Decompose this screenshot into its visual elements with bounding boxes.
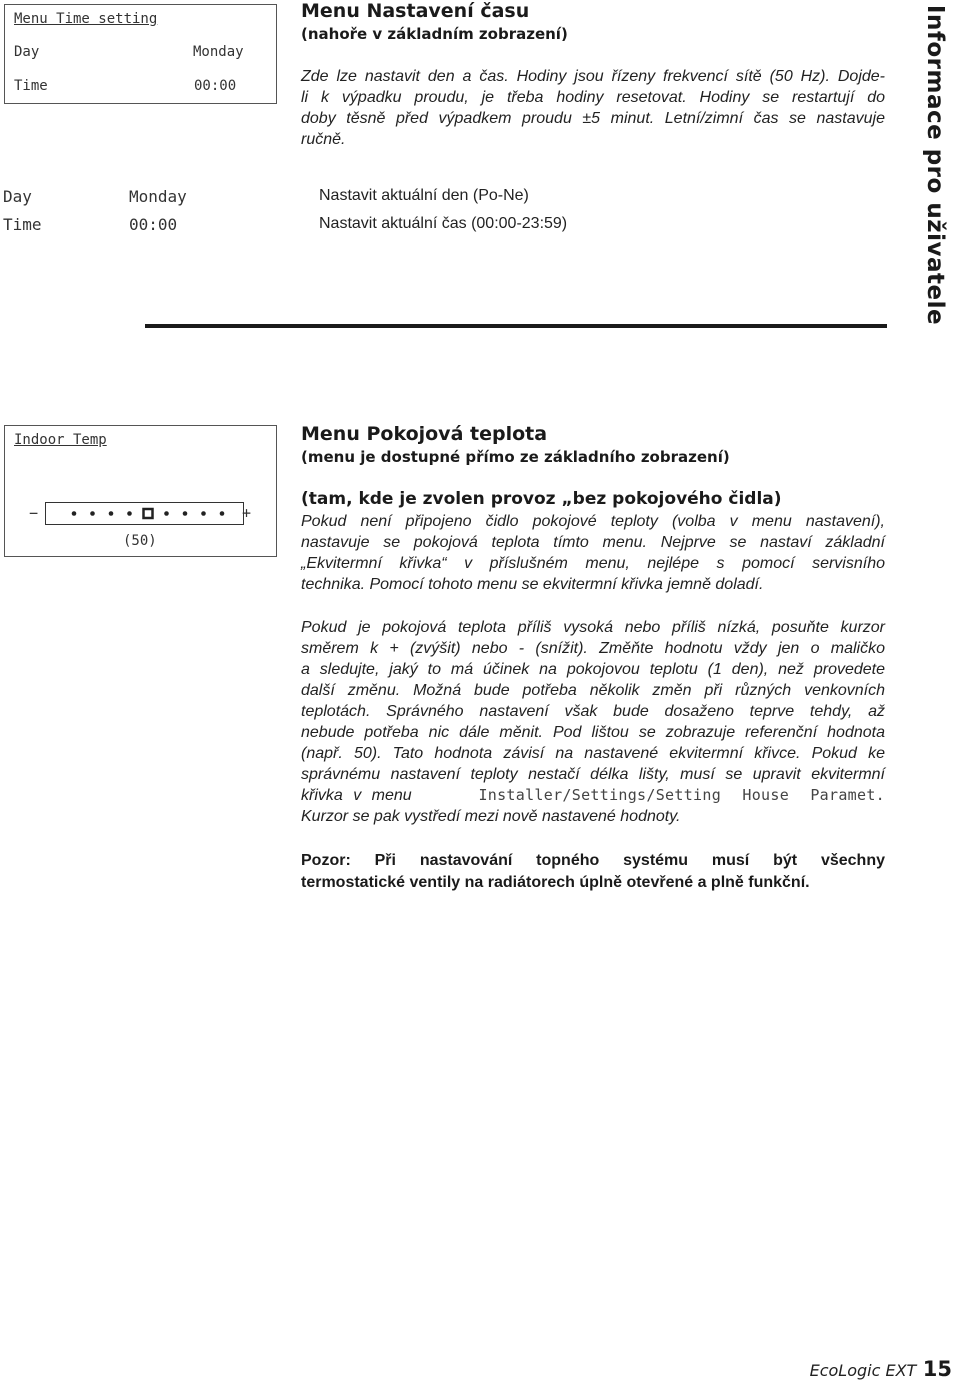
paragraph-line: Zde lze nastavit den a čas. Hodiny jsou řízeny frekvencí sítě (50 Hz). Dojde- [301, 68, 885, 85]
page-footer [810, 1357, 952, 1383]
indoor-temp-condition: (tam, kde je zvolen provoz „bez pokojového čidla) [301, 489, 782, 509]
paragraph-line: směrem k + (zvýšit) nebo - (snížit). Změňte hodnotu vždy jen o maličko [301, 640, 885, 657]
menu-path: Installer/Settings/Setting House Paramet. [478, 786, 885, 804]
sidebar-label: Informace pro uživatele [922, 4, 948, 326]
warning-note [301, 850, 885, 894]
time-setting-display [4, 4, 277, 104]
display-time-label: Time [14, 78, 48, 94]
paragraph-line: nastavuje se pokojová teplota tímto menu. Nejprve se nastaví základní [301, 534, 885, 551]
slider-dot [72, 511, 77, 516]
indoor-temp-display [4, 425, 277, 557]
time-menu-heading: Menu Nastavení času [301, 0, 530, 22]
paragraph-line: „Ekvitermní křivka“ v příslušném menu, nejlépe s pomocí servisního [301, 555, 885, 572]
plus-sign: + [242, 504, 252, 522]
section-divider [145, 324, 887, 328]
paragraph-line: li k výpadku proudu, je třeba hodiny resetovat. Hodiny se restartují do [301, 89, 885, 106]
paragraph-line: technika. Pomocí tohoto menu se ekvitermní křivka jemně doladí. [301, 576, 764, 593]
time-menu-subheading: (nahoře v základním zobrazení) [301, 25, 568, 43]
param-day-description: Nastavit aktuální den (Po-Ne) [319, 187, 529, 204]
slider-dot [127, 511, 132, 516]
paragraph-line: Kurzor se pak vystředí mezi nově nastavené hodnoty. [301, 808, 681, 825]
param-day-value: Monday [129, 187, 187, 206]
paragraph-line: nebude potřeba nic dále měnit. Pod lištou se zobrazuje referenční hodnota [301, 724, 885, 741]
page-number: 15 [922, 1357, 952, 1381]
time-intro-paragraph [301, 66, 885, 150]
slider-dot [201, 511, 206, 516]
display-day-label: Day [14, 44, 40, 60]
menu-path-intro: křivka v menu [301, 787, 412, 804]
reference-value: (50) [123, 533, 157, 549]
warning-line: termostatické ventily na radiátorech úplně otevřené a plně funkční. [301, 874, 810, 891]
slider-dot [183, 511, 188, 516]
slider-dots [46, 503, 243, 524]
paragraph-line [301, 785, 885, 806]
paragraph-line: ručně. [301, 131, 346, 148]
slider-dot [109, 511, 114, 516]
param-time-label: Time [3, 215, 42, 234]
paragraph-line: doby těsně před výpadkem proudu ±5 minut. Letní/zimní čas se nastavuje [301, 110, 885, 127]
param-time-value: 00:00 [129, 215, 178, 234]
minus-sign: − [29, 504, 39, 522]
paragraph-line: Pokud je pokojová teplota příliš vysoká nebo příliš nízká, posuňte kurzor [301, 619, 885, 636]
slider-cursor [144, 509, 153, 518]
paragraph-line: Pokud není připojeno čidlo pokojové teploty (volba v menu nastavení), [301, 513, 885, 530]
sidebar-tab [913, 0, 957, 330]
slider-dot [220, 511, 225, 516]
paragraph-line: další změnu. Možná bude potřeba několik změn při různých venkovních [301, 682, 885, 699]
slider-dot [164, 511, 169, 516]
indoor-temp-heading: Menu Pokojová teplota [301, 423, 548, 445]
slider-dot [90, 511, 95, 516]
display-day-value: Monday [193, 44, 244, 60]
paragraph-line: a sledujte, jaký to má účinek na pokojovou teplotu (1 den), než provedete [301, 661, 885, 678]
param-time-description: Nastavit aktuální čas (00:00-23:59) [319, 215, 568, 232]
temperature-slider-bar [45, 502, 244, 525]
product-name: EcoLogic EXT [809, 1361, 917, 1380]
display-title: Menu Time setting [14, 11, 158, 27]
indoor-temp-paragraph-2 [301, 617, 885, 827]
indoor-temp-subheading: (menu je dostupné přímo ze základního zobrazení) [301, 448, 730, 466]
paragraph-line: správnému nastavení teploty nestačí délka lišty, musí se upravit ekvitermní [301, 766, 885, 783]
display-time-value: 00:00 [194, 78, 237, 94]
warning-line: Pozor: Při nastavování topného systému musí být všechny [301, 852, 885, 869]
indoor-temp-paragraph-1 [301, 511, 885, 595]
paragraph-line: teplotách. Správného nastavení však bude dosaženo teprve tehdy, až [301, 703, 885, 720]
display-title: Indoor Temp [14, 432, 107, 448]
paragraph-line: (např. 50). Tato hodnota závisí na nastavené ekvitermní křivce. Pokud ke [301, 745, 885, 762]
param-day-label: Day [3, 187, 32, 206]
